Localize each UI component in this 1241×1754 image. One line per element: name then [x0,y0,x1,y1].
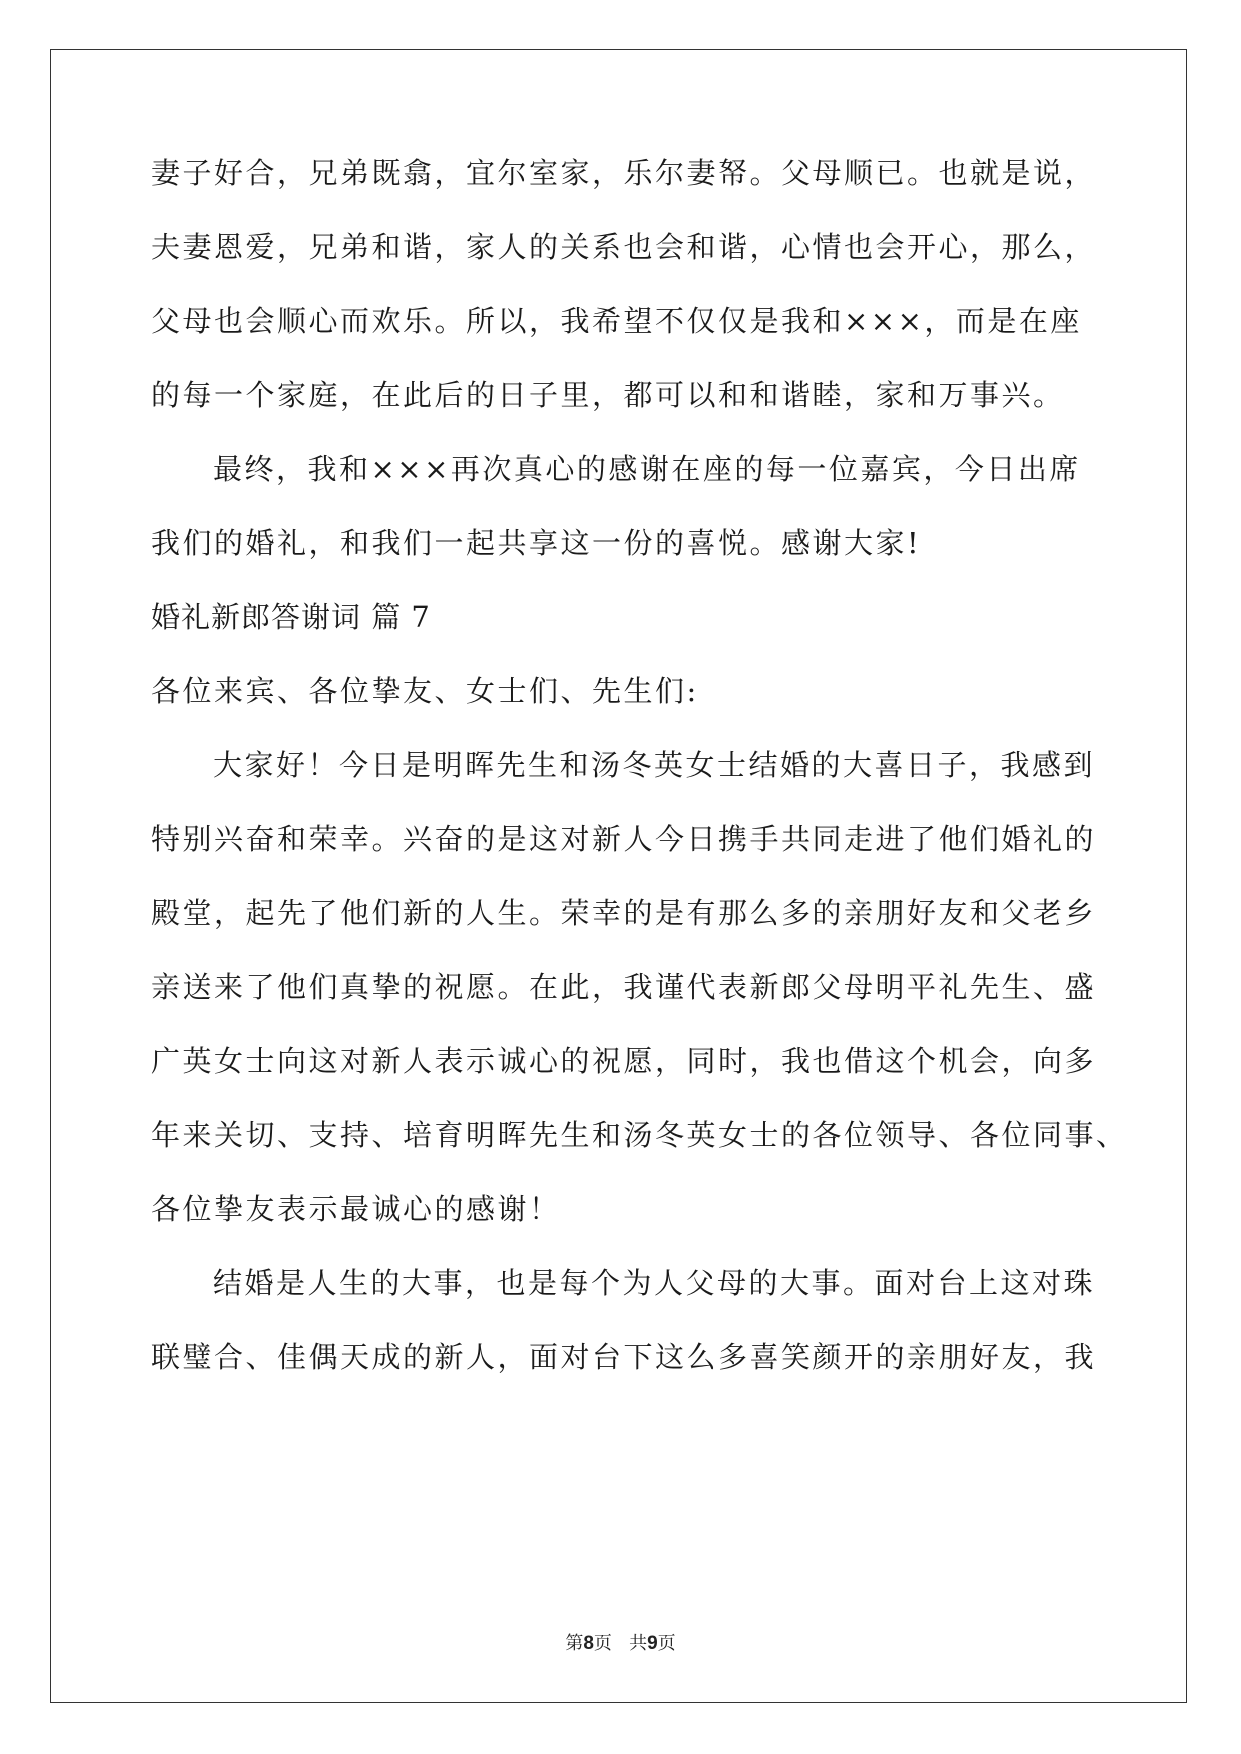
current-page-number: 8 [583,1633,594,1654]
text-line: 广英女士向这对新人表示诚心的祝愿，同时，我也借这个机会，向多 [151,1044,1097,1078]
total-page-number: 9 [647,1633,658,1654]
page-footer [0,1632,1241,1656]
text-line: 殿堂，起先了他们新的人生。荣幸的是有那么多的亲朋好友和父老乡 [151,896,1097,930]
page-border [50,49,1187,1703]
text-line: 妻子好合，兄弟既翕，宜尔室家，乐尔妻帑。父母顺已。也就是说， [151,156,1097,190]
text-line: 的每一个家庭，在此后的日子里，都可以和和谐睦，家和万事兴。 [151,378,1065,412]
page-number-prefix: 第 [565,1633,584,1654]
text-line: 夫妻恩爱，兄弟和谐，家人的关系也会和谐，心情也会开心，那么， [151,230,1097,264]
paragraph-start-line: 结婚是人生的大事，也是每个为人父母的大事。面对台上这对珠 [213,1266,1096,1300]
text-line: 亲送来了他们真挚的祝愿。在此，我谨代表新郎父母明平礼先生、盛 [151,970,1097,1004]
text-line: 年来关切、支持、培育明晖先生和汤冬英女士的各位领导、各位同事、 [151,1118,1128,1152]
text-line: 联璧合、佳偶天成的新人，面对台下这么多喜笑颜开的亲朋好友，我 [151,1340,1097,1374]
text-line: 父母也会顺心而欢乐。所以，我希望不仅仅是我和×××，而是在座 [151,304,1082,338]
paragraph-start-line: 大家好！今日是明晖先生和汤冬英女士结婚的大喜日子，我感到 [213,748,1096,782]
section-heading: 婚礼新郎答谢词 篇 7 [151,600,431,634]
page-number-suffix: 页 [657,1633,676,1654]
text-line: 特别兴奋和荣幸。兴奋的是这对新人今日携手共同走进了他们婚礼的 [151,822,1097,856]
paragraph-start-line: 最终，我和×××再次真心的感谢在座的每一位嘉宾，今日出席 [213,452,1081,486]
page-number-middle: 页 共 [593,1633,648,1654]
salutation-line: 各位来宾、各位挚友、女士们、先生们: [151,674,699,708]
text-line: 各位挚友表示最诚心的感谢！ [151,1192,561,1226]
text-line: 我们的婚礼，和我们一起共享这一份的喜悦。感谢大家! [151,526,922,560]
